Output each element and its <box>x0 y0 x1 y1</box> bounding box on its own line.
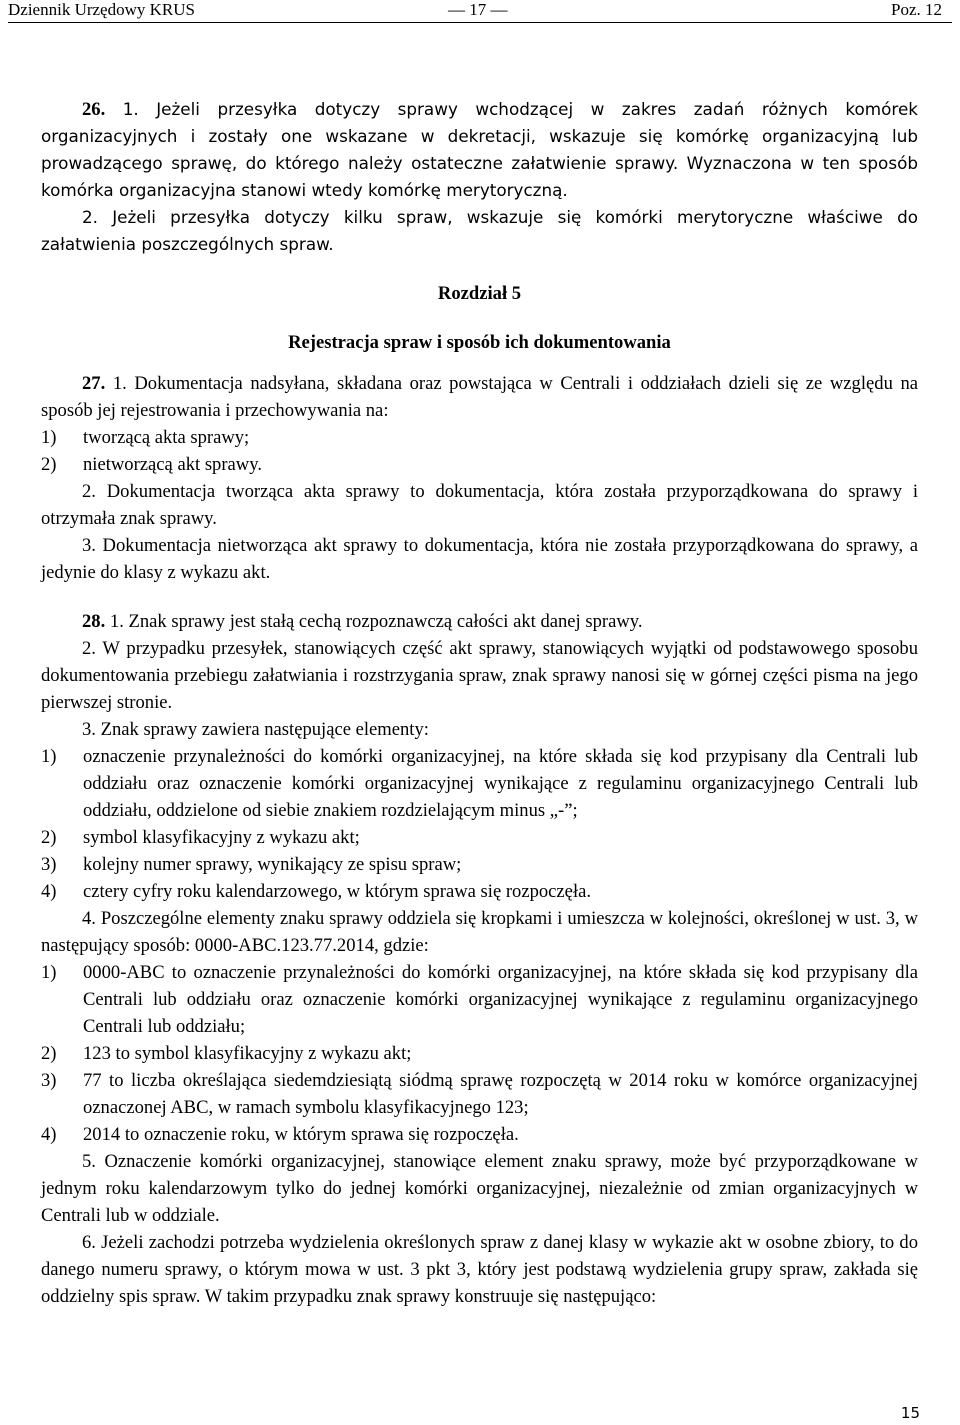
list-item: 2) symbol klasyfikacyjny z wykazu akt; <box>41 827 360 848</box>
s27-paragraph-1 <box>41 370 918 424</box>
s28-paragraph-4: 4. Poszczególne elementy znaku sprawy oddziela się kropkami i umieszcza w kolejności, określonej w ust. 3, w następujący sposób: 0000-ABC.123.77.2014, gdzie: <box>41 908 918 956</box>
section-27 <box>41 370 918 586</box>
header-rule <box>8 22 952 23</box>
document-body <box>41 96 918 1310</box>
chapter-number: Rozdział 5 <box>437 283 522 304</box>
journal-title: Dziennik Urzędowy KRUS <box>8 0 195 19</box>
chapter-title: Rejestracja spraw i sposób ich dokumentowania <box>288 332 671 353</box>
s27-p1-text: 1. Dokumentacja nadsyłana, składana oraz powstająca w Centrali i oddziałach dzieli się ze względu na sposób jej rejestrowania i przechowywania na: <box>41 373 919 421</box>
position-number: Poz. 12 <box>891 0 942 19</box>
list-item: 4) cztery cyfry roku kalendarzowego, w którym sprawa się rozpoczęła. <box>41 881 592 902</box>
s26-paragraph-2: 2. Jeżeli przesyłka dotyczy kilku spraw, wskazuje się komórki merytoryczne właściwe do załatwienia poszczególnych spraw. <box>41 207 918 254</box>
page-number: 15 <box>900 1404 920 1422</box>
s27-paragraph-3: 3. Dokumentacja nietworząca akt sprawy to dokumentacja, która nie została przyporządkowana do sprawy, a jedynie do klasy z wykazu akt. <box>41 535 918 583</box>
s28-paragraph-1 <box>41 608 918 635</box>
s26-number: 26. <box>82 99 106 120</box>
list-item: 1) 0000-ABC to oznaczenie przynależności do komórki organizacyjnej, na które składa się kod przypisany dla Centrali lub oddziału oraz oznaczenie komórki organizacyjnej wynikające z regulaminu organizacyjnego Centrali lub oddziału; <box>41 962 918 1037</box>
s28-p1-text: 1. Znak sprawy jest stałą cechą rozpoznawczą całości akt danej sprawy. <box>109 611 643 632</box>
page-marker: — 17 — <box>448 0 508 19</box>
list-item: 3) 77 to liczba określająca siedemdziesiątą siódmą sprawę rozpoczętą w 2014 roku w komórce organizacyjnej oznaczonej ABC, w ramach symbolu klasyfikacyjnego 123; <box>41 1070 918 1118</box>
s28-paragraph-3: 3. Znak sprawy zawiera następujące elementy: <box>82 719 429 740</box>
list-item: 1) oznaczenie przynależności do komórki organizacyjnej, na które składa się kod przypisany dla Centrali lub oddziału oraz oznaczenie komórki organizacyjnej wynikające z regulaminu organizacyjnego Centrali lub oddziału, oddzielone od siebie znakiem rozdzielającym minus „-”; <box>41 746 918 821</box>
s28-number: 28. <box>82 611 106 632</box>
section-26 <box>41 96 918 258</box>
s27-number: 27. <box>82 373 106 394</box>
s27-paragraph-2: 2. Dokumentacja tworząca akta sprawy to dokumentacja, która została przyporządkowana do sprawy i otrzymała znak sprawy. <box>41 481 918 529</box>
list-item: 2) 123 to symbol klasyfikacyjny z wykazu akt; <box>41 1043 412 1064</box>
section-28 <box>41 608 918 1310</box>
list-item: 4) 2014 to oznaczenie roku, w którym sprawa się rozpoczęła. <box>41 1124 519 1145</box>
s26-paragraph-1 <box>41 96 918 204</box>
page-header <box>8 0 952 22</box>
s28-paragraph-2: 2. W przypadku przesyłek, stanowiących część akt sprawy, stanowiących wyjątki od podstawowego sposobu dokumentowania przebiegu załatwiania i rozstrzygania spraw, znak sprawy nanosi się w górnej części pisma na jego pierwszej stronie. <box>41 638 918 713</box>
list-item: 1) tworzącą akta sprawy; <box>41 427 250 448</box>
s28-paragraph-6: 6. Jeżeli zachodzi potrzeba wydzielenia określonych spraw z danej klasy w wykazie akt w osobne zbiory, to do danego numeru sprawy, o którym mowa w ust. 3 pkt 3, który jest podstawą wydzielenia grupy spraw, zakłada się oddzielny spis spraw. W takim przypadku znak sprawy konstruuje się następująco: <box>41 1232 918 1307</box>
list-item: 3) kolejny numer sprawy, wynikający ze spisu spraw; <box>41 854 462 875</box>
s28-paragraph-5: 5. Oznaczenie komórki organizacyjnej, stanowiące element znaku sprawy, może być przyporządkowane w jednym roku kalendarzowym tylko do jednej komórki organizacyjnej, niezależnie od zmian organizacyjnych w Centrali lub w oddziale. <box>41 1151 918 1226</box>
s26-p1-text: 1. Jeżeli przesyłka dotyczy sprawy wchodzącej w zakres zadań różnych komórek organizacyjnych i zostały one wskazane w dekretacji, wskazuje się komórkę organizacyjną lub prowadzącego sprawę, do którego należy ostateczne załatwienie sprawy. Wyznaczona w ten sposób komórka organizacyjna stanowi wtedy komórkę merytoryczną. <box>41 99 918 200</box>
list-item: 2) nietworzącą akt sprawy. <box>41 454 262 475</box>
